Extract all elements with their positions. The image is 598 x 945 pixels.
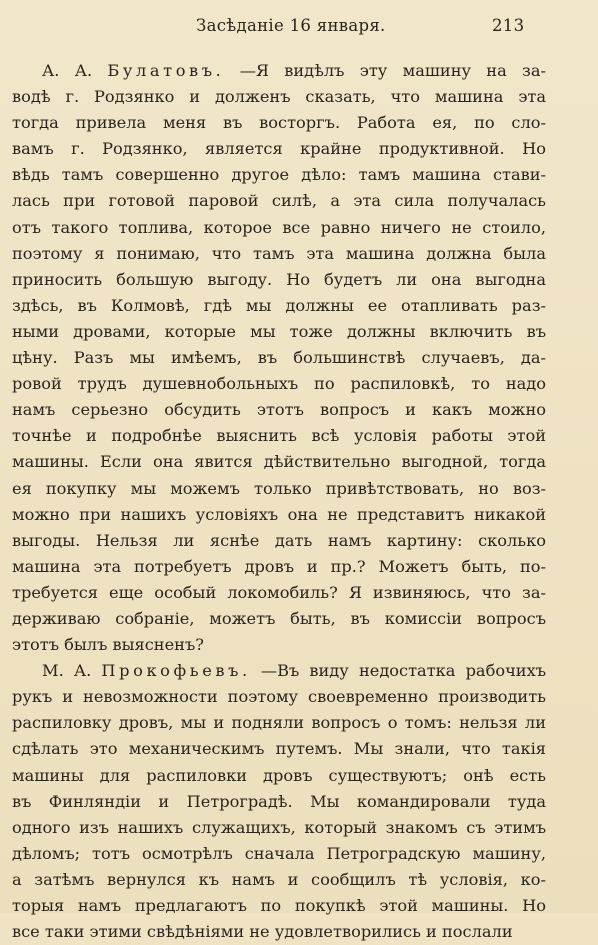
speech-text: —Я видѣлъ эту машину на за- [224, 61, 546, 80]
text-line: ными дровами, которые мы тоже должны включить въ [12, 321, 546, 341]
text-line: все таки этими свѣдѣніями не удовлетворились и послали [12, 922, 513, 942]
text-line: точнѣе и подробнѣе выяснить всѣ условія работы этой [12, 426, 546, 446]
text-line: водѣ г. Родзянко и долженъ сказать, что машина эта [12, 87, 546, 107]
text-line: машины. Если она явится дѣйствительно выгодной, тогда [12, 452, 546, 472]
text-line: въ Финляндіи и Петроградѣ. Мы командировали туда [12, 791, 546, 811]
text-line: сдѣлать это механическимъ путемъ. Мы знали, что такія [12, 739, 546, 759]
text-line: одного изъ нашихъ служащихъ, который знакомъ съ этимъ [12, 817, 546, 837]
text-line: вѣдь тамъ совершенно другое дѣло: тамъ машина стави- [12, 165, 546, 185]
text-line: вамъ г. Родзянко, является крайне продуктивной. Но [12, 139, 546, 159]
text-line: распиловку дровъ, мы и подняли вопросъ о томъ: нельзя ли [12, 713, 546, 733]
speaker-name: Булатовъ. [107, 61, 225, 80]
text-line: ровой трудъ душевнобольныхъ по распиловкѣ, то надо [12, 374, 546, 394]
text-line: здѣсь, въ Колмовѣ, гдѣ мы должны ее отапливать раз- [12, 295, 546, 315]
text-line: ея покупку мы можемъ только привѣтствовать, но воз- [12, 478, 546, 498]
text-line: а затѣмъ вернулся къ намъ и сообщилъ тѣ условія, ко- [12, 869, 546, 889]
text-line: лась при готовой паровой силѣ, а эта сила получалась [12, 191, 546, 211]
speaker-name: Прокофьевъ. [101, 661, 251, 681]
text-line: выгоды. Нельзя ли яснѣе дать намъ картину: сколько [12, 530, 546, 550]
speaker-initials: А. А. [42, 61, 108, 80]
page-body-text [12, 58, 546, 945]
text-line: этотъ былъ выясненъ? [12, 635, 204, 655]
text-line: приносить большую выгоду. Но будетъ ли она выгодна [12, 269, 546, 289]
text-line: тогда привела меня въ восторгъ. Работа ея, по сло- [12, 113, 546, 133]
text-line: дѣломъ; тотъ осмотрѣлъ сначала Петроградскую машину, [12, 843, 546, 863]
speaker-initials: М. А. [42, 661, 102, 681]
text-line: машина эта потребуетъ дровъ и пр.? Можетъ быть, по- [12, 556, 546, 576]
text-line: рукъ и невозможности поэтому своевременно производить [12, 687, 546, 707]
text-line: торыя намъ предлагаютъ по покупкѣ этой машины. Но [12, 896, 546, 915]
header-title: Засѣданіе 16 января. [196, 16, 386, 35]
text-line [12, 58, 546, 84]
text-line: требуется еще особый локомобиль? Я извиняюсь, что за- [12, 582, 546, 602]
text-line: отъ такого топлива, которое все равно ничего не стоило, [12, 217, 546, 237]
text-line: цѣну. Разъ мы имѣемъ, въ большинствѣ случаевъ, да- [12, 348, 546, 368]
text-line: можно при нашихъ условіяхъ она не представитъ никакой [12, 504, 546, 524]
text-line: поэтому я понимаю, что тамъ эта машина должна была [12, 243, 546, 263]
page-number: 213 [492, 16, 525, 35]
speech-text: —Въ виду недостатка рабочихъ [250, 661, 546, 681]
text-line: намъ серьезно обсудить этотъ вопросъ и какъ можно [12, 400, 546, 420]
text-line: держиваю собраніе, можетъ быть, въ комиссіи вопросъ [12, 608, 546, 628]
text-line [12, 658, 546, 684]
text-line: машины для распиловки дровъ существуютъ; онѣ есть [12, 765, 546, 785]
